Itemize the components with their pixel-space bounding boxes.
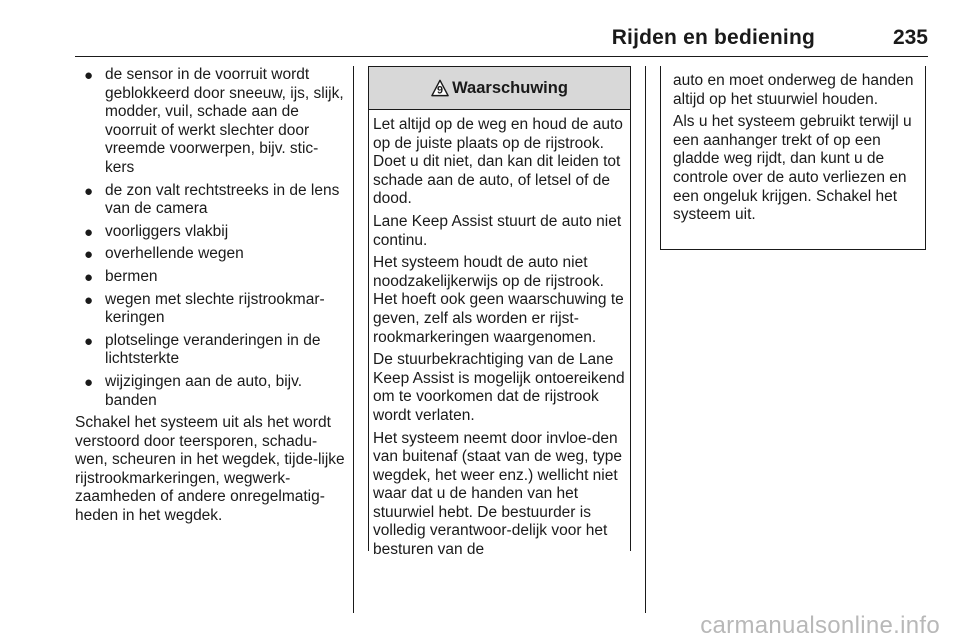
bullet-icon: ●: [84, 182, 94, 200]
warning-paragraph: Het systeem houdt de auto niet noodzakelijkerwijs op de rijstrook. Het hoeft ook geen waarschuwing te geven, zelf als worden er rijst-rookmarkeringen waargenomen.: [373, 254, 624, 346]
bullet-icon: ●: [84, 67, 94, 84]
list-item: ● overhellende wegen: [84, 245, 244, 264]
warning-paragraph: De stuurbekrachtiging van de Lane Keep Assist is mogelijk ontoereikend om te voorkomen dat de rijstrook wordt verlaten.: [373, 351, 625, 424]
bullet-icon: ●: [84, 291, 94, 309]
warning-paragraph: Let altijd op de weg en houd de auto op de juiste plaats op de rijstrook. Doet u dit niet, dan kan dit leiden tot schade aan de auto, of letsel of de dood.: [373, 116, 623, 208]
section-title: Rijden en bediening: [611, 26, 815, 49]
left-column: [75, 66, 345, 530]
bullet-icon: ●: [84, 268, 94, 286]
bullet-icon: ●: [84, 223, 94, 241]
bullet-icon: ●: [84, 246, 94, 264]
warning-title: Waarschuwing: [452, 78, 568, 97]
body-paragraph: Schakel het systeem uit als het wordt verstoord door teersporen, schadu-wen, scheuren in het wegdek, tijde-lijke rijstrookmarkeringen, wegwerk-zaamheden of andere onregelmatig-heden in het wegdek.: [75, 414, 345, 525]
list-item: ● plotselinge veranderingen in de lichtsterkte: [84, 331, 321, 368]
svg-text:9: 9: [437, 84, 444, 97]
list-item: ● voorliggers vlakbij: [84, 222, 229, 241]
watermark: carmanualsonline.info: [700, 612, 940, 639]
warning-header: [369, 67, 630, 110]
warning-triangle-icon: [431, 79, 449, 97]
page-number: 235: [892, 26, 928, 49]
list-item: ● wegen met slechte rijstrookmar-keringen: [84, 290, 325, 327]
warning-continuation-box: [660, 66, 926, 250]
list-item: ● wijzigingen aan de auto, bijv. banden: [84, 372, 303, 409]
column-divider: [353, 66, 354, 613]
bullet-icon: ●: [84, 332, 94, 350]
warning-body: [369, 110, 630, 560]
list-item: ● de sensor in de voorruit wordt geblokkeerd door sneeuw, ijs, slijk, modder, vuil, schade aan de voorruit of werkt slechter door vreemde voorwerpen, bijv. stic-kers: [84, 66, 344, 176]
list-item: ● de zon valt rechtstreeks in de lens van de camera: [84, 181, 340, 218]
warning-box: [368, 66, 631, 559]
header-divider: [75, 56, 928, 57]
conditions-list: [75, 66, 345, 410]
warning-paragraph: auto en moet onderweg de handen altijd op het stuurwiel houden.: [673, 72, 914, 108]
warning-paragraph: Als u het systeem gebruikt terwijl u een aanhanger trekt of op een gladde weg rijdt, dan kunt u de controle over de auto verliezen en een ongeluk krijgen. Schakel het systeem uit.: [673, 113, 912, 224]
list-item: ● bermen: [84, 267, 158, 286]
column-divider: [645, 66, 646, 613]
warning-paragraph: Lane Keep Assist stuurt de auto niet continu.: [373, 212, 622, 249]
warning-paragraph: Het systeem neemt door invloe-den van buitenaf (staat van de weg, type wegdek, het weer enz.) wellicht niet waar dat u de handen van het stuurwiel hebt. De bestuurder is volledig verantwoor-delijk voor het besturen van de: [373, 429, 623, 559]
bullet-icon: ●: [84, 373, 94, 391]
